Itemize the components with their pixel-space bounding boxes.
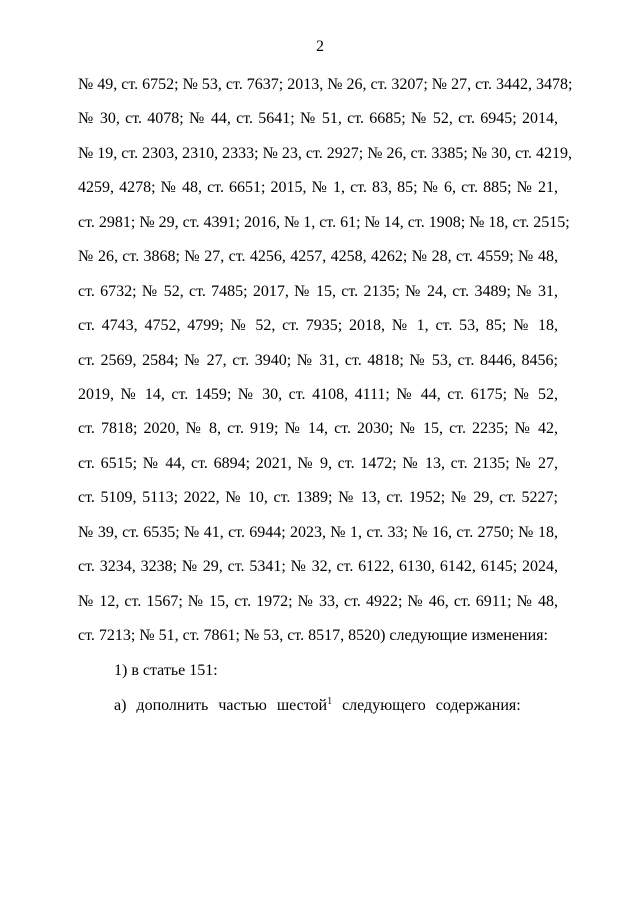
text-line: 4259, 4278; № 48, ст. 6651; 2015, № 1, ст. 83, 85; № 6, ст. 885; № 21, [78, 179, 558, 197]
text-line: ст. 6515; № 44, ст. 6894; 2021, № 9, ст. 1472; № 13, ст. 2135; № 27, [78, 454, 558, 472]
text-line: ст. 3234, 3238; № 29, ст. 5341; № 32, ст. 6122, 6130, 6142, 6145; 2024, [78, 558, 558, 576]
list-item-a [114, 696, 521, 716]
text-line: ст. 2569, 2584; № 27, ст. 3940; № 31, ст. 4818; № 53, ст. 8446, 8456; [78, 351, 558, 369]
text-line: ст. 4743, 4752, 4799; № 52, ст. 7935; 2018, № 1, ст. 53, 85; № 18, [78, 317, 558, 335]
text-line: № 39, ст. 6535; № 41, ст. 6944; 2023, № 1, ст. 33; № 16, ст. 2750; № 18, [78, 523, 558, 541]
text-line: № 19, ст. 2303, 2310, 2333; № 23, ст. 2927; № 26, ст. 3385; № 30, ст. 4219, [78, 144, 572, 162]
text-line: ст. 7818; 2020, № 8, ст. 919; № 14, ст. 2030; № 15, ст. 2235; № 42, [78, 420, 558, 438]
text-line: ст. 6732; № 52, ст. 7485; 2017, № 15, ст. 2135; № 24, ст. 3489; № 31, [78, 282, 558, 300]
text-line: ст. 2981; № 29, ст. 4391; 2016, № 1, ст. 61; № 14, ст. 1908; № 18, ст. 2515; [78, 213, 570, 231]
page-number: 2 [316, 38, 324, 55]
text-line: № 30, ст. 4078; № 44, ст. 5641; № 51, ст. 6685; № 52, ст. 6945; 2014, [78, 110, 558, 128]
text-line: № 26, ст. 3868; № 27, ст. 4256, 4257, 4258, 4262; № 28, ст. 4559; № 48, [78, 248, 558, 266]
superscript-marker: 1 [327, 696, 333, 707]
list-item-a-text: а) дополнить частью шестой [114, 697, 328, 714]
text-line: 2019, № 14, ст. 1459; № 30, ст. 4108, 4111; № 44, ст. 6175; № 52, [78, 385, 558, 403]
text-line: ст. 7213; № 51, ст. 7861; № 53, ст. 8517, 8520) следующие изменения: [78, 627, 548, 644]
text-line: № 12, ст. 1567; № 15, ст. 1972; № 33, ст. 4922; № 46, ст. 6911; № 48, [78, 592, 558, 610]
list-item-1: 1) в статье 151: [114, 662, 218, 679]
text-line: № 49, ст. 6752; № 53, ст. 7637; 2013, № 26, ст. 3207; № 27, ст. 3442, 3478; [78, 76, 573, 93]
text-line: ст. 5109, 5113; 2022, № 10, ст. 1389; № 13, ст. 1952; № 29, ст. 5227; [78, 489, 558, 507]
list-item-a-tail: следующего содержания: [332, 697, 521, 714]
body-text [78, 75, 573, 660]
